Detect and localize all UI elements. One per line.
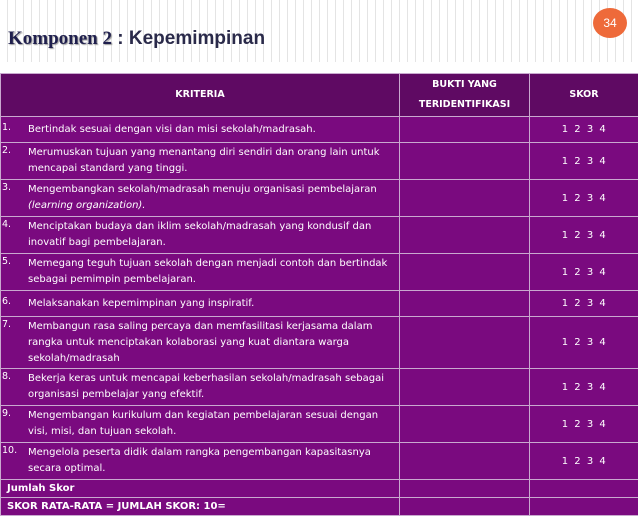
- criteria-cell: [1, 254, 400, 291]
- table-row: [1, 117, 638, 143]
- criteria-cell: [1, 369, 400, 406]
- criteria-text: Mengembangkan sekolah/madrasah menuju organisasi pembelajaran: [28, 184, 377, 195]
- criteria-text: Memegang teguh tujuan sekolah dengan menjadi contoh dan bertindak sebagai pemimpin pembelajaran.: [28, 256, 399, 288]
- table-row: [1, 217, 638, 254]
- total-row: [1, 480, 638, 498]
- evidence-cell[interactable]: [400, 117, 530, 143]
- evidence-cell[interactable]: [400, 406, 530, 443]
- header-evidence: [400, 74, 530, 117]
- evidence-cell[interactable]: [400, 180, 530, 217]
- evidence-cell[interactable]: [400, 143, 530, 180]
- header-criteria: KRITERIA: [1, 74, 400, 117]
- criteria-table-wrapper: [0, 73, 638, 478]
- evidence-cell[interactable]: [400, 443, 530, 480]
- score-cell[interactable]: 1 2 3 4: [530, 254, 638, 291]
- average-label: SKOR RATA-RATA = JUMLAH SKOR: 10=: [1, 498, 400, 516]
- score-cell[interactable]: 1 2 3 4: [530, 443, 638, 480]
- table-row: [1, 443, 638, 480]
- table-row: [1, 143, 638, 180]
- evidence-cell[interactable]: [400, 217, 530, 254]
- criteria-text-block: [28, 182, 377, 214]
- criteria-text: Bertindak sesuai dengan visi dan misi sekolah/madrasah.: [28, 122, 316, 138]
- criteria-text: Mengelola peserta didik dalam rangka pengembangan kapasitasnya secara optimal.: [28, 445, 399, 477]
- row-number: 7.: [1, 319, 28, 330]
- slide-title: [8, 28, 265, 50]
- evidence-cell[interactable]: [400, 317, 530, 369]
- table-header-row: [1, 74, 638, 117]
- criteria-text: Merumuskan tujuan yang menantang diri sendiri dan orang lain untuk mencapai standard yang tinggi.: [28, 145, 399, 177]
- row-number: 9.: [1, 408, 28, 419]
- criteria-text-italic: (learning organization).: [28, 200, 146, 211]
- criteria-cell: [1, 143, 400, 180]
- criteria-cell: [1, 443, 400, 480]
- row-number: 5.: [1, 256, 28, 267]
- row-number: 1.: [1, 122, 28, 133]
- score-cell[interactable]: 1 2 3 4: [530, 369, 638, 406]
- average-row: [1, 498, 638, 516]
- row-number: 4.: [1, 219, 28, 230]
- row-number: 10.: [1, 445, 28, 456]
- row-number: 3.: [1, 182, 28, 193]
- table-row: [1, 406, 638, 443]
- table-row: [1, 291, 638, 317]
- total-evidence-cell[interactable]: [400, 480, 530, 498]
- score-cell[interactable]: 1 2 3 4: [530, 117, 638, 143]
- score-cell[interactable]: 1 2 3 4: [530, 180, 638, 217]
- criteria-text: Menciptakan budaya dan iklim sekolah/madrasah yang kondusif dan inovatif bagi pembelajaran.: [28, 219, 399, 251]
- criteria-text: Mengembangan kurikulum dan kegiatan pembelajaran sesuai dengan visi, misi, dan tujuan sekolah.: [28, 408, 399, 440]
- page-number-badge: 34: [593, 8, 627, 38]
- criteria-cell: [1, 180, 400, 217]
- header-evidence-line1: BUKTI YANG: [400, 75, 529, 95]
- score-cell[interactable]: 1 2 3 4: [530, 143, 638, 180]
- table-row: [1, 317, 638, 369]
- evidence-cell[interactable]: [400, 291, 530, 317]
- title-topic: Kepemimpinan: [129, 28, 265, 49]
- criteria-cell: [1, 217, 400, 254]
- score-cell[interactable]: 1 2 3 4: [530, 291, 638, 317]
- header-evidence-line2: TERIDENTIFIKASI: [400, 95, 529, 115]
- average-score-cell[interactable]: [530, 498, 638, 516]
- criteria-cell: [1, 317, 400, 369]
- title-colon: :: [112, 28, 129, 49]
- criteria-cell: [1, 291, 400, 317]
- criteria-cell: [1, 406, 400, 443]
- criteria-text: Membangun rasa saling percaya dan memfasilitasi kerjasama dalam rangka untuk menciptakan kolaborasi yang kuat diantara warga sekolah/madrasah: [28, 319, 399, 367]
- header-score: SKOR: [530, 74, 638, 117]
- score-cell[interactable]: 1 2 3 4: [530, 317, 638, 369]
- table-row: [1, 369, 638, 406]
- total-score-cell[interactable]: [530, 480, 638, 498]
- title-component: Komponen 2: [8, 28, 112, 49]
- score-cell[interactable]: 1 2 3 4: [530, 406, 638, 443]
- row-number: 6.: [1, 296, 28, 307]
- score-cell[interactable]: 1 2 3 4: [530, 217, 638, 254]
- criteria-text: Melaksanakan kepemimpinan yang inspiratif.: [28, 296, 254, 312]
- evidence-cell[interactable]: [400, 369, 530, 406]
- table-row: [1, 254, 638, 291]
- row-number: 2.: [1, 145, 28, 156]
- table-row: [1, 180, 638, 217]
- criteria-table: [0, 73, 638, 516]
- row-number: 8.: [1, 371, 28, 382]
- total-label: Jumlah Skor: [1, 480, 400, 498]
- evidence-cell[interactable]: [400, 254, 530, 291]
- average-evidence-cell[interactable]: [400, 498, 530, 516]
- criteria-text: Bekerja keras untuk mencapai keberhasilan sekolah/madrasah sebagai organisasi pembelajar yang efektif.: [28, 371, 399, 403]
- criteria-cell: [1, 117, 400, 143]
